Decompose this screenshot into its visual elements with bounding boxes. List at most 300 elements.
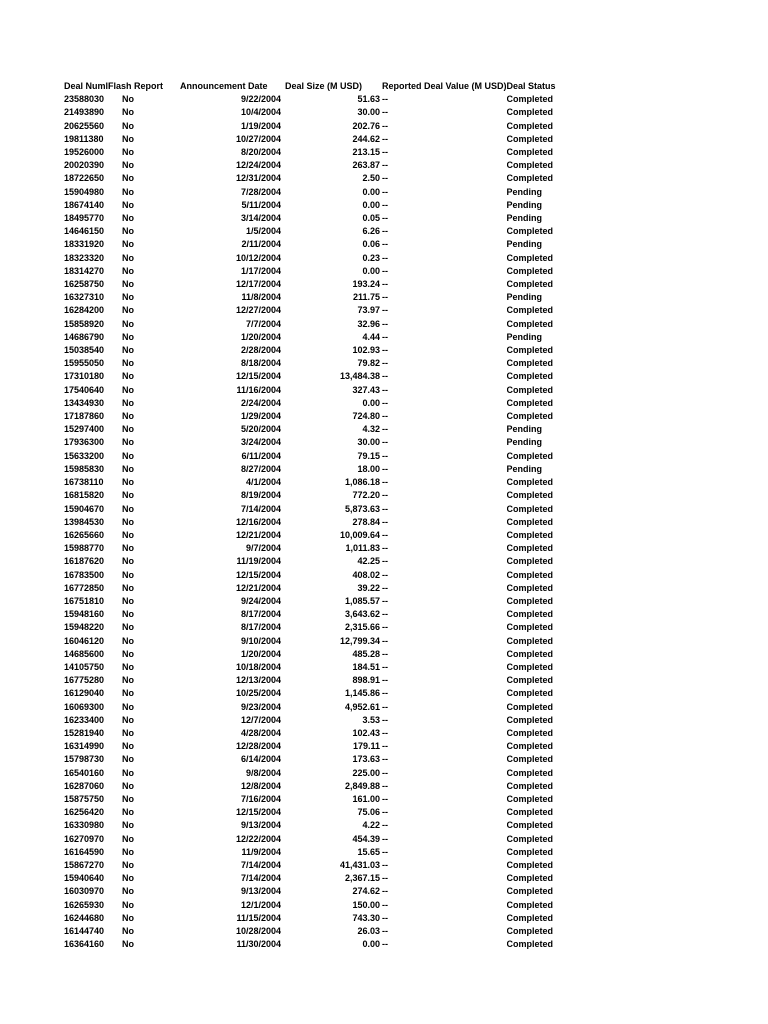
- deal-status-cell: Pending: [506, 437, 543, 448]
- deal-size-cell: 39.22: [357, 582, 380, 593]
- flash-report-cell: No: [122, 160, 134, 171]
- announcement-date-cell: 5/20/2004: [240, 424, 281, 435]
- announcement-date-cell: 8/27/2004: [240, 463, 281, 474]
- reported-value-cell: --: [382, 767, 388, 778]
- deal-number-cell: 18674140: [64, 199, 105, 210]
- reported-value-cell: --: [382, 714, 388, 725]
- deal-status-cell: Completed: [506, 688, 554, 699]
- deal-status-cell: Completed: [506, 490, 554, 501]
- deal-number-cell: 16129040: [64, 688, 105, 699]
- deal-number-cell: 16256420: [64, 807, 105, 818]
- deal-size-cell: 161.00: [352, 793, 380, 804]
- deal-number-cell: 18495770: [64, 213, 105, 224]
- announcement-date-cell: 12/13/2004: [235, 675, 281, 686]
- deal-status-cell: Completed: [506, 120, 554, 131]
- announcement-date-cell: 3/24/2004: [240, 437, 281, 448]
- deal-size-cell: 0.06: [362, 239, 380, 250]
- table-row: [64, 423, 567, 436]
- deal-number-cell: 16244680: [64, 912, 105, 923]
- deal-number-cell: 15948160: [64, 609, 105, 620]
- deal-size-cell: 0.23: [362, 252, 380, 263]
- reported-value-cell: --: [382, 661, 388, 672]
- deal-size-cell: 0.05: [362, 213, 380, 224]
- deal-size-cell: 278.84: [352, 516, 380, 527]
- deal-number-cell: 15955050: [64, 358, 105, 369]
- deal-number-cell: 14685600: [64, 648, 105, 659]
- reported-value-cell: --: [382, 331, 388, 342]
- deal-status-cell: Pending: [506, 186, 543, 197]
- flash-report-cell: No: [122, 846, 134, 857]
- deal-status-cell: Completed: [506, 595, 554, 606]
- reported-value-cell: --: [382, 516, 388, 527]
- deal-size-cell: 10,009.64: [339, 529, 380, 540]
- announcement-date-cell: 9/13/2004: [240, 820, 281, 831]
- deal-size-cell: 30.00: [357, 107, 380, 118]
- announcement-date-cell: 12/21/2004: [235, 582, 281, 593]
- flash-report-cell: No: [122, 133, 134, 144]
- table-row: [64, 701, 567, 714]
- deal-size-cell: 4.22: [362, 820, 380, 831]
- deal-number-cell: 16775280: [64, 675, 105, 686]
- flash-report-cell: No: [122, 120, 134, 131]
- deal-number-cell: 16330980: [64, 820, 105, 831]
- announcement-date-cell: 10/4/2004: [240, 107, 281, 118]
- announcement-date-cell: 11/16/2004: [236, 384, 281, 395]
- deal-number-cell: 15038540: [64, 345, 105, 356]
- deal-status-cell: Completed: [506, 173, 554, 184]
- flash-report-cell: No: [122, 859, 134, 870]
- deal-size-cell: 1,145.86: [344, 688, 380, 699]
- announcement-date-cell: 2/11/2004: [241, 239, 281, 250]
- announcement-date-cell: 10/18/2004: [235, 661, 281, 672]
- table-row: [64, 753, 567, 766]
- announcement-date-cell: 12/16/2004: [235, 516, 281, 527]
- deal-size-cell: 1,085.57: [344, 595, 380, 606]
- deal-size-cell: 2,849.88: [344, 780, 380, 791]
- announcement-date-cell: 12/21/2004: [235, 529, 281, 540]
- announcement-date-cell: 4/1/2004: [245, 477, 281, 488]
- reported-value-cell: --: [382, 94, 388, 105]
- announcement-date-cell: 12/15/2004: [235, 569, 281, 580]
- deal-number-cell: 16284200: [64, 305, 105, 316]
- flash-report-cell: No: [122, 397, 134, 408]
- deal-number-cell: 16327310: [64, 292, 105, 303]
- table-row: [64, 912, 567, 925]
- deal-size-cell: 244.62: [352, 133, 380, 144]
- table-row: [64, 186, 567, 199]
- reported-value-cell: --: [382, 688, 388, 699]
- deal-size-cell: 211.75: [352, 292, 380, 303]
- deal-size-cell: 2.50: [362, 173, 380, 184]
- flash-report-cell: No: [122, 226, 134, 237]
- reported-value-cell: --: [382, 199, 388, 210]
- flash-report-cell: No: [122, 780, 134, 791]
- deal-number-cell: 13984530: [64, 516, 105, 527]
- flash-report-cell: No: [122, 292, 134, 303]
- deal-status-cell: Completed: [506, 160, 554, 171]
- table-row: [64, 780, 567, 793]
- deal-status-cell: Completed: [506, 279, 554, 290]
- table-row: [64, 357, 567, 370]
- flash-report-cell: No: [122, 741, 134, 752]
- table-row: [64, 542, 567, 555]
- deal-number-cell: 15988770: [64, 543, 105, 554]
- deal-size-cell: 32.96: [357, 318, 380, 329]
- deal-number-cell: 15948220: [64, 622, 105, 633]
- reported-value-cell: --: [382, 371, 388, 382]
- flash-report-cell: No: [122, 556, 134, 567]
- deal-status-cell: Completed: [506, 714, 554, 725]
- deal-status-cell: Completed: [506, 569, 554, 580]
- deal-number-cell: 16069300: [64, 701, 105, 712]
- deal-number-cell: 16233400: [64, 714, 105, 725]
- deal-size-cell: 193.24: [352, 279, 380, 290]
- table-row: [64, 635, 567, 648]
- table-row: [64, 833, 567, 846]
- header-deal-num-flash: Deal NumlFlash Report: [64, 81, 164, 91]
- deal-size-cell: 173.63: [352, 754, 380, 765]
- deal-status-cell: Pending: [506, 213, 543, 224]
- table-row: [64, 265, 567, 278]
- deal-number-cell: 15633200: [64, 450, 105, 461]
- flash-report-cell: No: [122, 912, 134, 923]
- reported-value-cell: --: [382, 820, 388, 831]
- announcement-date-cell: 12/8/2004: [240, 780, 281, 791]
- deal-status-cell: Completed: [506, 503, 554, 514]
- announcement-date-cell: 1/17/2004: [240, 265, 281, 276]
- deal-status-cell: Completed: [506, 411, 554, 422]
- flash-report-cell: No: [122, 371, 134, 382]
- deal-status-cell: Completed: [506, 793, 554, 804]
- deal-status-cell: Completed: [506, 477, 554, 488]
- announcement-date-cell: 9/8/2004: [245, 767, 281, 778]
- announcement-date-cell: 9/10/2004: [240, 635, 281, 646]
- deal-size-cell: 1,011.83: [345, 543, 380, 554]
- deal-status-cell: Completed: [506, 622, 554, 633]
- deal-status-cell: Completed: [506, 543, 554, 554]
- table-row: [64, 318, 567, 331]
- flash-report-cell: No: [122, 463, 134, 474]
- flash-report-cell: No: [122, 754, 134, 765]
- reported-value-cell: --: [382, 424, 388, 435]
- reported-value-cell: --: [382, 886, 388, 897]
- announcement-date-cell: 11/9/2004: [241, 846, 281, 857]
- deal-status-cell: Completed: [506, 94, 554, 105]
- flash-report-cell: No: [122, 424, 134, 435]
- table-row: [64, 238, 567, 251]
- announcement-date-cell: 10/25/2004: [235, 688, 281, 699]
- table-row: [64, 278, 567, 291]
- announcement-date-cell: 12/7/2004: [240, 714, 281, 725]
- deal-size-cell: 202.76: [352, 120, 380, 131]
- deal-number-cell: 16751810: [64, 595, 105, 606]
- deal-size-cell: 0.00: [362, 186, 380, 197]
- deal-number-cell: 18323320: [64, 252, 105, 263]
- deal-status-cell: Completed: [506, 371, 554, 382]
- deal-status-cell: Pending: [506, 331, 543, 342]
- deal-number-cell: 15940640: [64, 873, 105, 884]
- deal-status-cell: Pending: [506, 292, 543, 303]
- deal-number-cell: 17540640: [64, 384, 105, 395]
- deal-size-cell: 772.20: [352, 490, 380, 501]
- table-row: [64, 410, 567, 423]
- reported-value-cell: --: [382, 926, 388, 936]
- deal-size-cell: 26.03: [357, 926, 380, 936]
- deal-size-cell: 898.91: [352, 675, 380, 686]
- flash-report-cell: No: [122, 622, 134, 633]
- deal-size-cell: 4.32: [362, 424, 380, 435]
- deal-size-cell: 12,799.34: [339, 635, 380, 646]
- flash-report-cell: No: [122, 265, 134, 276]
- flash-report-cell: No: [122, 609, 134, 620]
- deal-number-cell: 16772850: [64, 582, 105, 593]
- deal-number-cell: 19811380: [64, 133, 104, 144]
- deal-size-cell: 102.43: [352, 727, 380, 738]
- announcement-date-cell: 12/28/2004: [235, 741, 281, 752]
- announcement-date-cell: 11/30/2004: [236, 939, 281, 950]
- reported-value-cell: --: [382, 899, 388, 910]
- announcement-date-cell: 7/14/2004: [240, 503, 281, 514]
- announcement-date-cell: 9/23/2004: [240, 701, 281, 712]
- deal-status-cell: Pending: [506, 463, 543, 474]
- deal-number-cell: 16265930: [64, 899, 105, 910]
- table-row: [64, 674, 567, 687]
- table-row: [64, 899, 567, 912]
- deal-status-cell: Completed: [506, 265, 554, 276]
- flash-report-cell: No: [122, 582, 134, 593]
- deal-size-cell: 73.97: [357, 305, 380, 316]
- deal-status-cell: Completed: [506, 846, 554, 857]
- deal-status-cell: Completed: [506, 226, 554, 237]
- table-row: [64, 595, 567, 608]
- reported-value-cell: --: [382, 846, 388, 857]
- table-row: [64, 291, 567, 304]
- flash-report-cell: No: [122, 490, 134, 501]
- deal-number-cell: 16030970: [64, 886, 105, 897]
- deal-size-cell: 42.25: [357, 556, 380, 567]
- deal-size-cell: 0.00: [362, 265, 380, 276]
- deal-status-cell: Completed: [506, 661, 554, 672]
- table-row: [64, 714, 567, 727]
- table-row: [64, 146, 567, 159]
- deal-status-cell: Completed: [506, 318, 554, 329]
- deal-size-cell: 485.28: [352, 648, 380, 659]
- deal-status-cell: Completed: [506, 397, 554, 408]
- flash-report-cell: No: [122, 635, 134, 646]
- deal-status-cell: Pending: [506, 239, 543, 250]
- deal-size-cell: 3.53: [362, 714, 380, 725]
- reported-value-cell: --: [382, 741, 388, 752]
- announcement-date-cell: 11/19/2004: [236, 556, 281, 567]
- deal-number-cell: 16046120: [64, 635, 105, 646]
- deal-number-cell: 17187860: [64, 411, 105, 422]
- reported-value-cell: --: [382, 279, 388, 290]
- announcement-date-cell: 9/22/2004: [240, 94, 281, 105]
- deal-status-cell: Completed: [506, 912, 554, 923]
- announcement-date-cell: 9/24/2004: [240, 595, 281, 606]
- deal-number-cell: 17310180: [64, 371, 105, 382]
- reported-value-cell: --: [382, 780, 388, 791]
- table-row: [64, 212, 567, 225]
- flash-report-cell: No: [122, 331, 134, 342]
- announcement-date-cell: 12/15/2004: [235, 807, 281, 818]
- reported-value-cell: --: [382, 173, 388, 184]
- reported-value-cell: --: [382, 437, 388, 448]
- reported-value-cell: --: [382, 358, 388, 369]
- reported-value-cell: --: [382, 147, 388, 158]
- flash-report-cell: No: [122, 358, 134, 369]
- table-row: [64, 529, 567, 542]
- reported-value-cell: --: [382, 648, 388, 659]
- flash-report-cell: No: [122, 701, 134, 712]
- flash-report-cell: No: [122, 939, 134, 950]
- deal-status-cell: Completed: [506, 384, 554, 395]
- reported-value-cell: --: [382, 318, 388, 329]
- reported-value-cell: --: [382, 133, 388, 144]
- deals-table: [64, 80, 567, 951]
- deal-number-cell: 18314270: [64, 265, 105, 276]
- reported-value-cell: --: [382, 397, 388, 408]
- announcement-date-cell: 9/7/2004: [245, 543, 281, 554]
- deal-number-cell: 16364160: [64, 939, 105, 950]
- deal-number-cell: 16314990: [64, 741, 105, 752]
- announcement-date-cell: 12/27/2004: [235, 305, 281, 316]
- announcement-date-cell: 7/14/2004: [240, 859, 281, 870]
- deal-status-cell: Completed: [506, 516, 554, 527]
- deal-status-cell: Completed: [506, 820, 554, 831]
- deal-number-cell: 16783500: [64, 569, 105, 580]
- reported-value-cell: --: [382, 226, 388, 237]
- deal-number-cell: 23588030: [64, 94, 105, 105]
- deal-status-cell: Completed: [506, 582, 554, 593]
- flash-report-cell: No: [122, 807, 134, 818]
- deal-status-cell: Completed: [506, 926, 554, 936]
- flash-report-cell: No: [122, 595, 134, 606]
- deal-size-cell: 51.63: [357, 94, 380, 105]
- deal-number-cell: 15985830: [64, 463, 105, 474]
- deal-size-cell: 4.44: [362, 331, 380, 342]
- deal-status-cell: Completed: [506, 648, 554, 659]
- flash-report-cell: No: [122, 437, 134, 448]
- table-row: [64, 476, 567, 489]
- deal-size-cell: 184.51: [352, 661, 380, 672]
- deal-status-cell: Completed: [506, 767, 554, 778]
- deal-size-cell: 327.43: [352, 384, 380, 395]
- table-body: [64, 93, 567, 951]
- deal-number-cell: 16164590: [64, 846, 105, 857]
- flash-report-cell: No: [122, 199, 134, 210]
- deal-status-cell: Completed: [506, 899, 554, 910]
- announcement-date-cell: 12/17/2004: [235, 279, 281, 290]
- table-row: [64, 621, 567, 634]
- deal-size-cell: 225.00: [352, 767, 380, 778]
- table-row: [64, 740, 567, 753]
- deal-number-cell: 16540160: [64, 767, 105, 778]
- reported-value-cell: --: [382, 292, 388, 303]
- deal-number-cell: 15858920: [64, 318, 105, 329]
- flash-report-cell: No: [122, 318, 134, 329]
- deal-number-cell: 21493890: [64, 107, 105, 118]
- deal-status-cell: Completed: [506, 873, 554, 884]
- announcement-date-cell: 7/7/2004: [245, 318, 281, 329]
- flash-report-cell: No: [122, 503, 134, 514]
- announcement-date-cell: 8/17/2004: [240, 622, 281, 633]
- table-row: [64, 806, 567, 819]
- table-row: [64, 93, 567, 106]
- flash-report-cell: No: [122, 727, 134, 738]
- announcement-date-cell: 11/8/2004: [241, 292, 281, 303]
- table-row: [64, 397, 567, 410]
- announcement-date-cell: 7/28/2004: [240, 186, 281, 197]
- flash-report-cell: No: [122, 450, 134, 461]
- deal-number-cell: 16187620: [64, 556, 105, 567]
- reported-value-cell: --: [382, 239, 388, 250]
- deal-number-cell: 16287060: [64, 780, 105, 791]
- deal-size-cell: 79.15: [357, 450, 380, 461]
- table-row: [64, 846, 567, 859]
- table-row: [64, 767, 567, 780]
- deal-status-cell: Completed: [506, 133, 554, 144]
- announcement-date-cell: 10/28/2004: [235, 926, 281, 936]
- reported-value-cell: --: [382, 120, 388, 131]
- deal-number-cell: 17936300: [64, 437, 105, 448]
- deal-number-cell: 18722650: [64, 173, 105, 184]
- flash-report-cell: No: [122, 384, 134, 395]
- reported-value-cell: --: [382, 450, 388, 461]
- reported-value-cell: --: [382, 265, 388, 276]
- deal-size-cell: 5,873.63: [344, 503, 380, 514]
- reported-value-cell: --: [382, 160, 388, 171]
- deal-number-cell: 16815820: [64, 490, 105, 501]
- deal-status-cell: Completed: [506, 859, 554, 870]
- deal-number-cell: 20625560: [64, 120, 105, 131]
- deal-size-cell: 2,315.66: [344, 622, 380, 633]
- header-row: [64, 80, 567, 93]
- reported-value-cell: --: [382, 727, 388, 738]
- deal-status-cell: Completed: [506, 305, 554, 316]
- deal-size-cell: 179.11: [352, 741, 380, 752]
- flash-report-cell: No: [122, 648, 134, 659]
- deal-status-cell: Completed: [506, 675, 554, 686]
- flash-report-cell: No: [122, 345, 134, 356]
- flash-report-cell: No: [122, 279, 134, 290]
- flash-report-cell: No: [122, 477, 134, 488]
- deal-status-cell: Completed: [506, 886, 554, 897]
- deal-number-cell: 13434930: [64, 397, 105, 408]
- table-row: [64, 489, 567, 502]
- flash-report-cell: No: [122, 661, 134, 672]
- deal-status-cell: Completed: [506, 939, 554, 950]
- deal-number-cell: 14105750: [64, 661, 105, 672]
- announcement-date-cell: 1/29/2004: [240, 411, 281, 422]
- deal-number-cell: 16258750: [64, 279, 105, 290]
- deal-size-cell: 2,367.15: [344, 873, 380, 884]
- announcement-date-cell: 8/20/2004: [240, 147, 281, 158]
- flash-report-cell: No: [122, 173, 134, 184]
- announcement-date-cell: 8/17/2004: [240, 609, 281, 620]
- flash-report-cell: No: [122, 820, 134, 831]
- deal-number-cell: 14646150: [64, 226, 105, 237]
- header-reported-value: Reported Deal Value (M USD): [382, 81, 507, 91]
- reported-value-cell: --: [382, 490, 388, 501]
- deal-number-cell: 19526000: [64, 147, 105, 158]
- reported-value-cell: --: [382, 411, 388, 422]
- flash-report-cell: No: [122, 186, 134, 197]
- deal-size-cell: 102.93: [352, 345, 380, 356]
- announcement-date-cell: 7/14/2004: [240, 873, 281, 884]
- deal-size-cell: 213.15: [352, 147, 380, 158]
- deal-size-cell: 18.00: [357, 463, 380, 474]
